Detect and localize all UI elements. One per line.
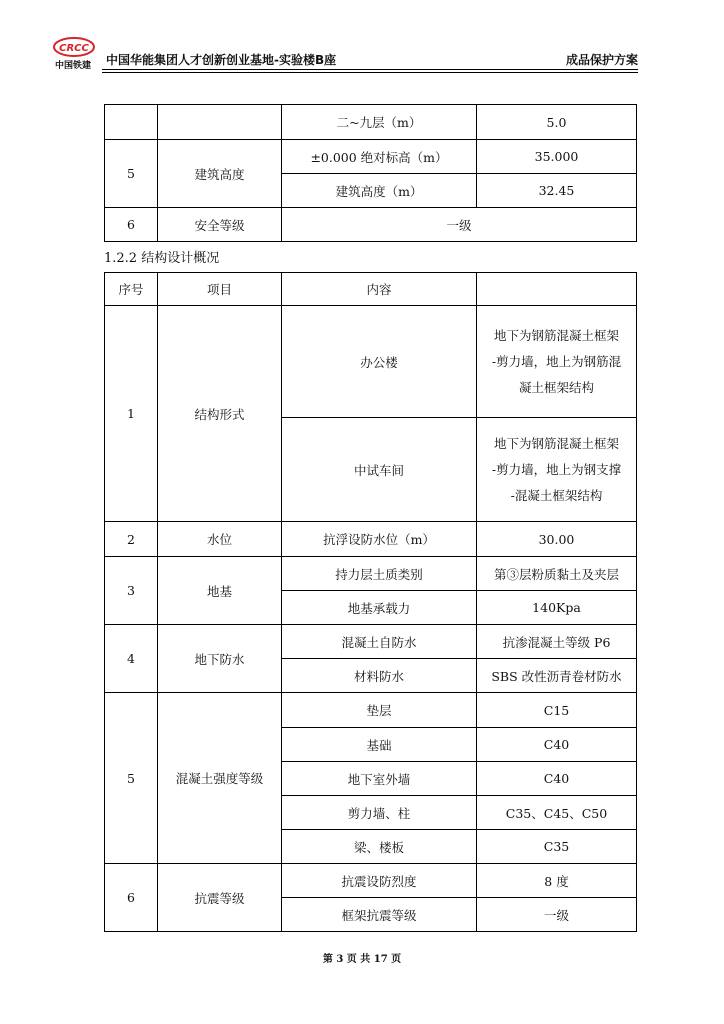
table-cell: 32.45 (477, 174, 637, 208)
header-rule (102, 69, 638, 70)
table-cell (105, 105, 158, 140)
table-cell-multiline (477, 418, 637, 522)
table-cell: 二~九层（m） (282, 105, 477, 140)
logo-text: 中国铁建 (54, 61, 91, 71)
table-header-cell (477, 273, 637, 306)
table-cell: 一级 (477, 898, 637, 932)
table-cell: 地基 (158, 557, 282, 625)
table-header-cell: 项目 (158, 273, 282, 306)
cell-line: 地下为钢筋混凝土框架 (493, 327, 619, 343)
table-cell: 混凝土自防水 (282, 625, 477, 659)
table-cell: 一级 (282, 208, 637, 242)
table-cell: 水位 (158, 522, 282, 557)
cell-line: 凝土框架结构 (518, 379, 594, 395)
cell-line: -剪力墙，地上为钢筋混 (491, 353, 622, 369)
table-cell: 持力层土质类别 (282, 557, 477, 591)
table-cell: 第③层粉质黏土及夹层 (477, 557, 637, 591)
table-cell: 抗震等级 (158, 864, 282, 932)
table-cell: 中试车间 (282, 418, 477, 522)
table-cell: 8 度 (477, 864, 637, 898)
table-cell: C40 (477, 762, 637, 796)
table-cell (158, 105, 282, 140)
table-row (105, 306, 637, 418)
table-cell: 框架抗震等级 (282, 898, 477, 932)
table-row (105, 140, 637, 174)
table-cell: 梁、楼板 (282, 830, 477, 864)
table-cell-multiline (477, 306, 637, 418)
table-cell: 2 (105, 522, 158, 557)
table-cell: 结构形式 (158, 306, 282, 522)
section-title: 1.2.2 结构设计概况 (104, 251, 220, 266)
table-header-row (105, 273, 637, 306)
table-cell: 建筑高度（m） (282, 174, 477, 208)
table-cell: 安全等级 (158, 208, 282, 242)
header-rule-thick (102, 72, 638, 73)
table-cell: 35.000 (477, 140, 637, 174)
page-header (48, 36, 638, 72)
table-cell: 6 (105, 864, 158, 932)
table-cell: C40 (477, 728, 637, 762)
table-cell: 6 (105, 208, 158, 242)
svg-text:CRCC: CRCC (59, 43, 89, 54)
table-cell: 4 (105, 625, 158, 693)
table-cell: 材料防水 (282, 659, 477, 693)
table-row (105, 864, 637, 898)
table-cell: 5 (105, 140, 158, 208)
table-cell: C35 (477, 830, 637, 864)
table-cell: 抗渗混凝土等级 P6 (477, 625, 637, 659)
cell-line: -剪力墙，地上为钢支撑 (491, 461, 622, 477)
table-cell: 地下室外墙 (282, 762, 477, 796)
table-header-cell: 内容 (282, 273, 477, 306)
table-cell: SBS 改性沥青卷材防水 (477, 659, 637, 693)
table-cell: 3 (105, 557, 158, 625)
table-cell: 140Kpa (477, 591, 637, 625)
table-cell: C35、C45、C50 (477, 796, 637, 830)
table-cell: ±0.000 绝对标高（m） (282, 140, 477, 174)
table-cell: C15 (477, 693, 637, 728)
table-cell: 基础 (282, 728, 477, 762)
table-header-cell: 序号 (105, 273, 158, 306)
table-row (105, 105, 637, 140)
page-number: 第 3 页 共 17 页 (322, 954, 402, 965)
table-cell: 混凝土强度等级 (158, 693, 282, 864)
table-row (105, 208, 637, 242)
table-cell: 剪力墙、柱 (282, 796, 477, 830)
table-cell: 办公楼 (282, 306, 477, 418)
table-cell: 地基承载力 (282, 591, 477, 625)
table-cell: 地下防水 (158, 625, 282, 693)
table-cell: 垫层 (282, 693, 477, 728)
table-cell: 抗震设防烈度 (282, 864, 477, 898)
cell-line: 地下为钢筋混凝土框架 (493, 435, 619, 451)
header-doc-title: 成品保护方案 (565, 53, 638, 67)
header-title: 中国华能集团人才创新创业基地-实验楼B座 (106, 53, 337, 67)
table-cell: 30.00 (477, 522, 637, 557)
table-row (105, 557, 637, 591)
table-row (105, 625, 637, 659)
table-cell: 5.0 (477, 105, 637, 140)
table-cell: 1 (105, 306, 158, 522)
table-row (105, 693, 637, 728)
table-cell: 5 (105, 693, 158, 864)
table-cell: 建筑高度 (158, 140, 282, 208)
table-cell: 抗浮设防水位（m） (282, 522, 477, 557)
cell-line: -混凝土框架结构 (510, 487, 603, 503)
building-height-table (104, 104, 637, 242)
structure-design-table (104, 272, 637, 932)
table-row (105, 522, 637, 557)
